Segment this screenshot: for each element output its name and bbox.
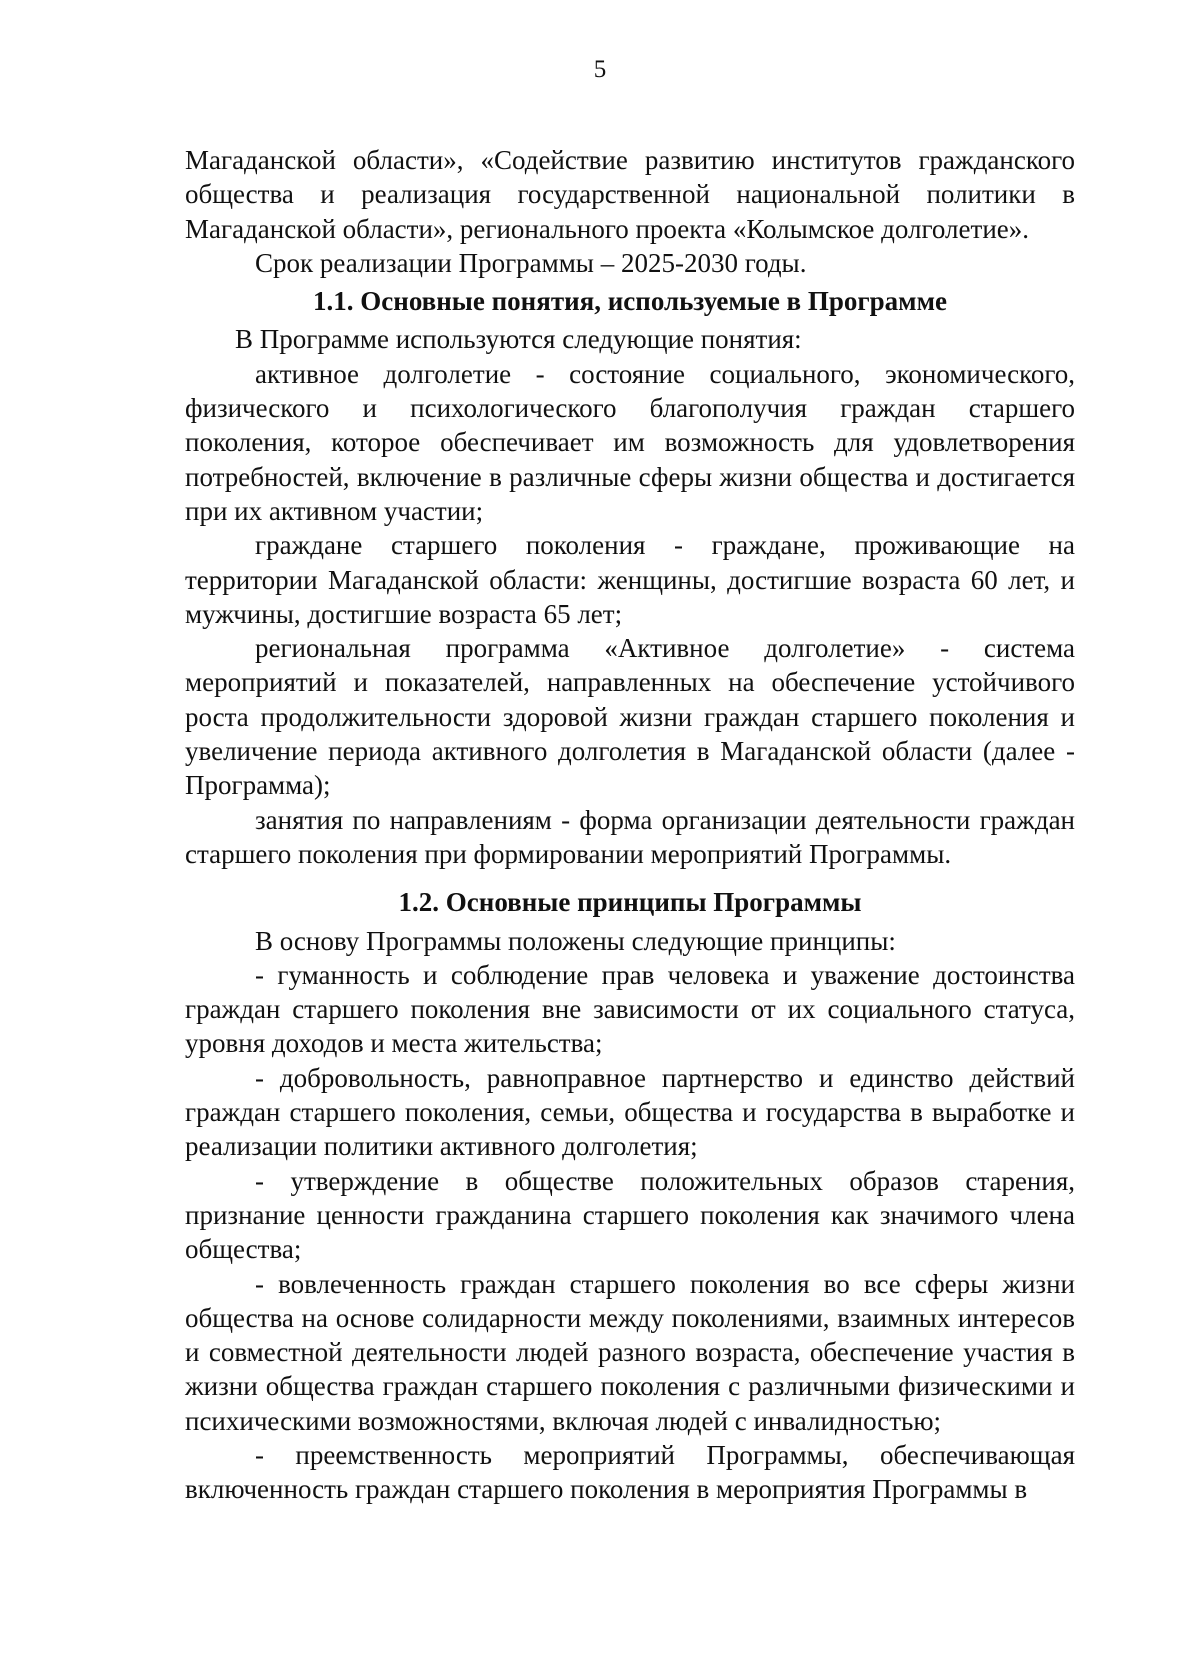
section-1-2-lead: В основу Программы положены следующие принципы:	[255, 925, 896, 956]
section-heading-1-2: 1.2. Основные принципы Программы	[398, 887, 862, 918]
principle-involvement: - вовлеченность граждан старшего поколения во все сферы жизни общества на основе солидарности между поколениями, взаимных интересов и совместной деятельности людей разного возраста, обеспечение участия в жизни общества граждан старшего поколения с различными физическими и психическими возможностями, включая людей с инвалидностью;	[185, 1268, 1075, 1436]
definition-active-longevity: активное долголетие - состояние социального, экономического, физического и психологического благополучия граждан старшего поколения, которое обеспечивает им возможность для удовлетворения потребностей, включение в различные сферы жизни общества и достигается при их активном участии;	[185, 358, 1075, 526]
term-paragraph: Срок реализации Программы – 2025-2030 годы.	[255, 247, 807, 278]
principle-humanity: - гуманность и соблюдение прав человека и уважение достоинства граждан старшего поколения вне зависимости от их социального статуса, уровня доходов и места жительства;	[185, 959, 1075, 1059]
section-1-1-lead: В Программе используются следующие понятия:	[235, 324, 802, 355]
principle-voluntariness: - добровольность, равноправное партнерство и единство действий граждан старшего поколения, семьи, общества и государства в выработке и реализации политики активного долголетия;	[185, 1062, 1075, 1162]
principle-continuity: - преемственность мероприятий Программы, обеспечивающая включенность граждан старшего поколения в мероприятия Программы в	[185, 1439, 1075, 1505]
section-heading-1-1: 1.1. Основные понятия, используемые в Программе	[313, 286, 947, 317]
page-number: 5	[593, 56, 607, 83]
definition-activities: занятия по направлениям - форма организации деятельности граждан старшего поколения при формировании мероприятий Программы.	[185, 804, 1075, 869]
principle-positive-ageing: - утверждение в обществе положительных образов старения, признание ценности гражданина старшего поколения как значимого члена общества;	[185, 1165, 1075, 1265]
definition-senior-citizens: граждане старшего поколения - граждане, проживающие на территории Магаданской области: женщины, достигшие возраста 60 лет, и мужчины, достигшие возраста 65 лет;	[185, 530, 1075, 629]
intro-paragraph: Магаданской области», «Содействие развитию институтов гражданского общества и реализация государственной национальной политики в Магаданской области», регионального проекта «Колымское долголетие».	[185, 145, 1075, 244]
definition-regional-program: региональная программа «Активное долголетие» - система мероприятий и показателей, направленных на обеспечение устойчивого роста продолжительности здоровой жизни граждан старшего поколения и увеличение периода активного долголетия в Магаданской области (далее - Программа);	[185, 633, 1075, 801]
document-body	[185, 143, 1075, 1507]
